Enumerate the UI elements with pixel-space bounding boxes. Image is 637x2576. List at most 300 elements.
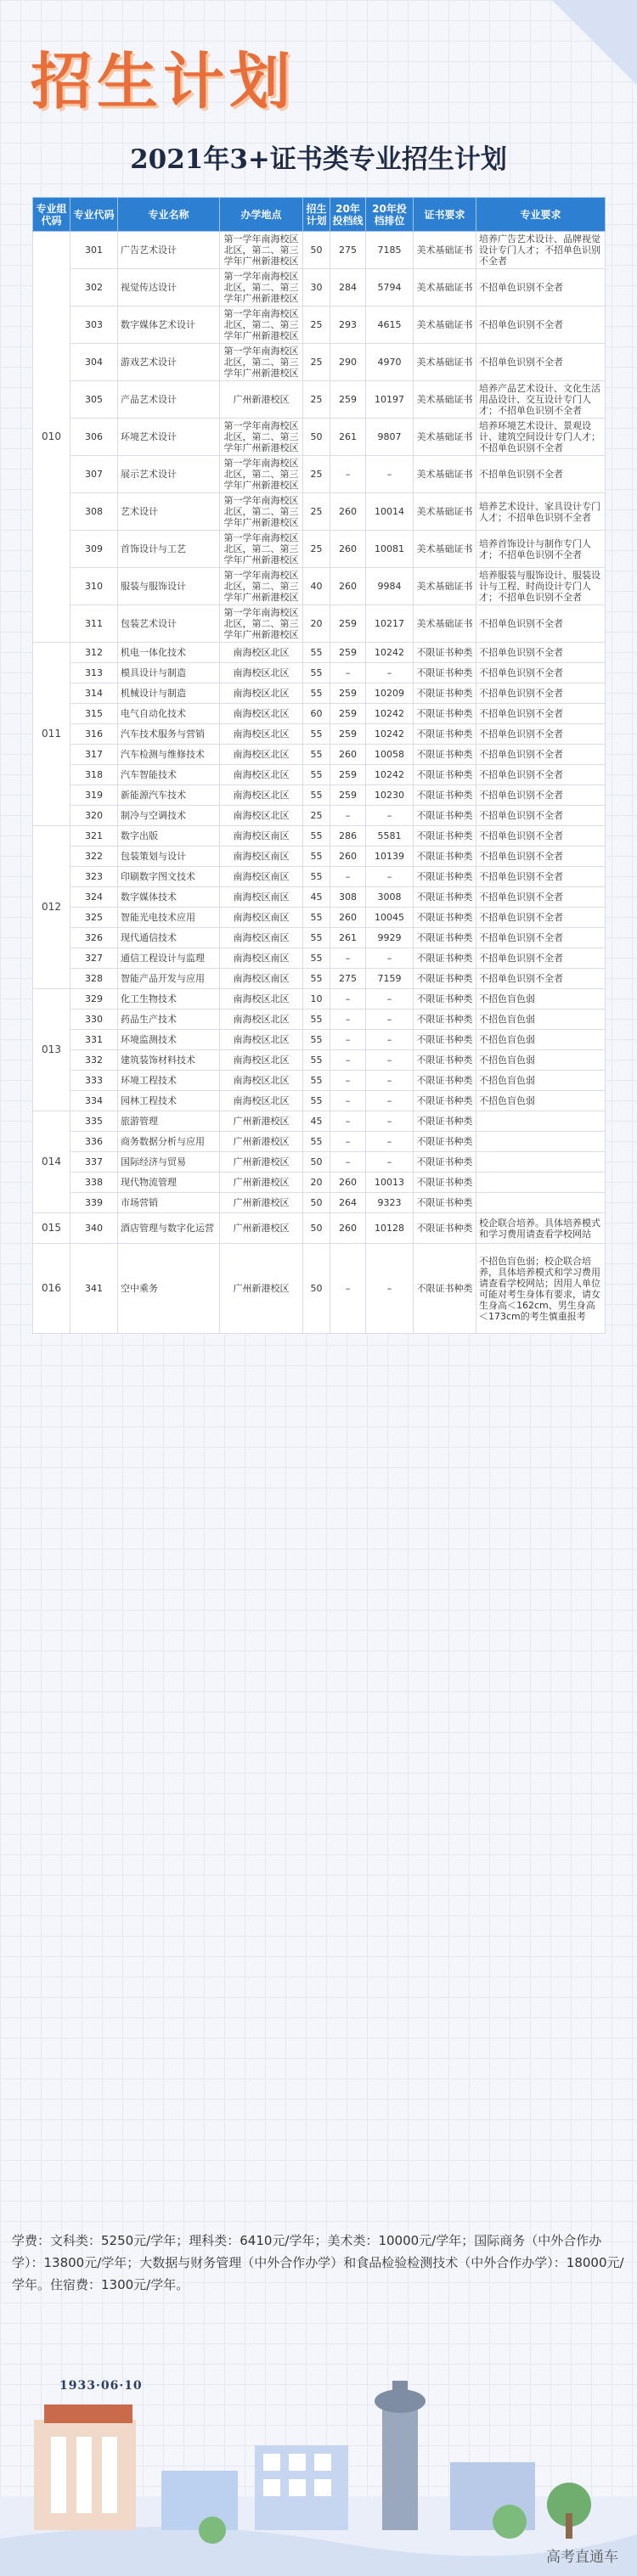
cutoff-rank-cell: – xyxy=(366,1132,414,1152)
major-name-cell: 电气自动化技术 xyxy=(118,704,220,724)
major-req-cell: 不招色盲色弱 xyxy=(476,1050,606,1071)
cutoff-score-cell: – xyxy=(330,948,366,969)
campus-cell: 南海校区北区 xyxy=(220,724,303,745)
header-cert-req: 证书要求 xyxy=(414,198,476,232)
group-code-cell: 013 xyxy=(33,989,70,1111)
cert-req-cell: 不限证书种类 xyxy=(414,846,476,867)
cutoff-rank-cell: 7185 xyxy=(366,232,414,269)
campus-cell: 第一学年南海校区北区，第二、第三学年广州新港校区 xyxy=(220,456,303,493)
major-code-cell: 308 xyxy=(70,493,118,531)
page-title: 招生计划 xyxy=(31,45,296,117)
table-row xyxy=(33,969,606,989)
cert-req-cell: 不限证书种类 xyxy=(414,785,476,806)
plan-count-cell: 55 xyxy=(303,928,330,948)
major-code-cell: 326 xyxy=(70,928,118,948)
major-req-cell: 培养首饰设计与制作专门人才；不招单色识别不全者 xyxy=(476,531,606,568)
cutoff-score-cell: 260 xyxy=(330,1213,366,1244)
campus-cell: 广州新港校区 xyxy=(220,1244,303,1334)
header-campus: 办学地点 xyxy=(220,198,303,232)
cert-req-cell: 美术基础证书 xyxy=(414,419,476,456)
cutoff-score-cell: 260 xyxy=(330,846,366,867)
group-code-cell: 012 xyxy=(33,826,70,989)
major-code-cell: 304 xyxy=(70,344,118,381)
major-req-cell: 不招单色识别不全者 xyxy=(476,745,606,765)
campus-cell: 第一学年南海校区北区，第二、第三学年广州新港校区 xyxy=(220,232,303,269)
major-req-cell: 不招单色识别不全者 xyxy=(476,269,606,307)
cutoff-rank-cell: 4970 xyxy=(366,344,414,381)
table-header-row xyxy=(33,198,606,232)
cutoff-score-cell: – xyxy=(330,1030,366,1050)
cert-req-cell: 不限证书种类 xyxy=(414,663,476,683)
table-row xyxy=(33,344,606,381)
plan-count-cell: 30 xyxy=(303,269,330,307)
major-code-cell: 329 xyxy=(70,989,118,1010)
campus-cell: 南海校区南区 xyxy=(220,867,303,887)
campus-cell: 南海校区南区 xyxy=(220,908,303,928)
cutoff-rank-cell: – xyxy=(366,948,414,969)
campus-cell: 第一学年南海校区北区，第二、第三学年广州新港校区 xyxy=(220,419,303,456)
campus-cell: 南海校区北区 xyxy=(220,643,303,663)
campus-cell: 南海校区南区 xyxy=(220,826,303,846)
major-req-cell: 不招单色识别不全者 xyxy=(476,867,606,887)
major-name-cell: 产品艺术设计 xyxy=(118,381,220,419)
cutoff-rank-cell: 3008 xyxy=(366,887,414,908)
major-name-cell: 视觉传达设计 xyxy=(118,269,220,307)
plan-count-cell: 45 xyxy=(303,1111,330,1132)
plan-count-cell: 55 xyxy=(303,908,330,928)
table-row xyxy=(33,989,606,1010)
table-row xyxy=(33,1244,606,1334)
cutoff-rank-cell: 10242 xyxy=(366,724,414,745)
cutoff-rank-cell: 9929 xyxy=(366,928,414,948)
campus-cell: 南海校区南区 xyxy=(220,887,303,908)
campus-cell: 第一学年南海校区北区，第二、第三学年广州新港校区 xyxy=(220,605,303,643)
cutoff-rank-cell: – xyxy=(366,806,414,826)
cutoff-score-cell: – xyxy=(330,1071,366,1091)
plan-count-cell: 55 xyxy=(303,969,330,989)
cutoff-rank-cell: 4615 xyxy=(366,307,414,344)
cutoff-rank-cell: – xyxy=(366,1152,414,1173)
major-name-cell: 国际经济与贸易 xyxy=(118,1152,220,1173)
major-code-cell: 314 xyxy=(70,683,118,704)
decorative-corner xyxy=(544,0,637,93)
cutoff-score-cell: – xyxy=(330,1050,366,1071)
major-code-cell: 335 xyxy=(70,1111,118,1132)
cutoff-rank-cell: 10242 xyxy=(366,643,414,663)
major-name-cell: 数字出版 xyxy=(118,826,220,846)
header-major-code: 专业代码 xyxy=(70,198,118,232)
cutoff-score-cell: 259 xyxy=(330,381,366,419)
major-code-cell: 318 xyxy=(70,765,118,785)
cert-req-cell: 不限证书种类 xyxy=(414,989,476,1010)
plan-count-cell: 55 xyxy=(303,846,330,867)
cert-req-cell: 不限证书种类 xyxy=(414,1173,476,1193)
plan-count-cell: 55 xyxy=(303,663,330,683)
major-req-cell: 不招单色识别不全者 xyxy=(476,643,606,663)
cert-req-cell: 美术基础证书 xyxy=(414,493,476,531)
major-code-cell: 306 xyxy=(70,419,118,456)
major-req-cell xyxy=(476,1152,606,1173)
cert-req-cell: 美术基础证书 xyxy=(414,307,476,344)
cutoff-score-cell: 260 xyxy=(330,568,366,605)
plan-count-cell: 25 xyxy=(303,806,330,826)
cert-req-cell: 不限证书种类 xyxy=(414,1193,476,1213)
cert-req-cell: 不限证书种类 xyxy=(414,887,476,908)
campus-illustration xyxy=(0,2369,637,2576)
major-req-cell: 培养广告艺术设计、品牌视觉设计专门人才；不招单色识别不全者 xyxy=(476,232,606,269)
table-row xyxy=(33,1132,606,1152)
campus-cell: 第一学年南海校区北区，第二、第三学年广州新港校区 xyxy=(220,568,303,605)
major-code-cell: 331 xyxy=(70,1030,118,1050)
cutoff-score-cell: – xyxy=(330,1111,366,1132)
major-code-cell: 312 xyxy=(70,643,118,663)
plan-count-cell: 20 xyxy=(303,1173,330,1193)
major-req-cell: 不招色盲色弱 xyxy=(476,1010,606,1030)
major-name-cell: 机械设计与制造 xyxy=(118,683,220,704)
table-row xyxy=(33,643,606,663)
major-code-cell: 303 xyxy=(70,307,118,344)
campus-cell: 广州新港校区 xyxy=(220,1132,303,1152)
major-name-cell: 智能光电技术应用 xyxy=(118,908,220,928)
date-sign: 1933·06·10 xyxy=(59,2379,143,2393)
major-req-cell: 不招单色识别不全者 xyxy=(476,307,606,344)
campus-cell: 南海校区北区 xyxy=(220,704,303,724)
cutoff-score-cell: 259 xyxy=(330,605,366,643)
cert-req-cell: 不限证书种类 xyxy=(414,948,476,969)
watermark: 高考直通车 xyxy=(546,2549,618,2566)
cert-req-cell: 不限证书种类 xyxy=(414,1030,476,1050)
table-row xyxy=(33,724,606,745)
cert-req-cell: 美术基础证书 xyxy=(414,605,476,643)
cutoff-rank-cell: 10209 xyxy=(366,683,414,704)
cutoff-score-cell: – xyxy=(330,806,366,826)
cutoff-rank-cell: – xyxy=(366,989,414,1010)
major-code-cell: 330 xyxy=(70,1010,118,1030)
table-row xyxy=(33,1030,606,1050)
table-row xyxy=(33,908,606,928)
table-row xyxy=(33,785,606,806)
major-code-cell: 313 xyxy=(70,663,118,683)
major-req-cell xyxy=(476,1173,606,1193)
cert-req-cell: 不限证书种类 xyxy=(414,969,476,989)
cutoff-rank-cell: – xyxy=(366,1050,414,1071)
major-name-cell: 现代物流管理 xyxy=(118,1173,220,1193)
plan-count-cell: 55 xyxy=(303,765,330,785)
plan-count-cell: 55 xyxy=(303,826,330,846)
cutoff-rank-cell: 5794 xyxy=(366,269,414,307)
cert-req-cell: 不限证书种类 xyxy=(414,806,476,826)
campus-cell: 第一学年南海校区北区，第二、第三学年广州新港校区 xyxy=(220,493,303,531)
plan-count-cell: 20 xyxy=(303,605,330,643)
plan-count-cell: 25 xyxy=(303,344,330,381)
major-req-cell: 不招单色识别不全者 xyxy=(476,806,606,826)
cert-req-cell: 美术基础证书 xyxy=(414,568,476,605)
major-name-cell: 游戏艺术设计 xyxy=(118,344,220,381)
major-name-cell: 包装策划与设计 xyxy=(118,846,220,867)
enrollment-plan-table xyxy=(32,197,606,1334)
cutoff-rank-cell: – xyxy=(366,1091,414,1111)
table-row xyxy=(33,456,606,493)
major-code-cell: 310 xyxy=(70,568,118,605)
plan-count-cell: 55 xyxy=(303,643,330,663)
cutoff-score-cell: 259 xyxy=(330,704,366,724)
major-code-cell: 324 xyxy=(70,887,118,908)
major-code-cell: 332 xyxy=(70,1050,118,1071)
major-name-cell: 建筑装饰材料技术 xyxy=(118,1050,220,1071)
tuition-note: 学费：文科类：5250元/学年；理科类：6410元/学年；美术类：10000元/学年；国际商务（中外合作办学）：13800元/学年；大数据与财务管理（中外合作办学）和食品检验检测技术（中外合作办学）：18000元/学年。住宿费：1300元/学年。 xyxy=(12,2233,624,2292)
major-code-cell: 338 xyxy=(70,1173,118,1193)
cutoff-score-cell: – xyxy=(330,1244,366,1334)
plan-count-cell: 25 xyxy=(303,381,330,419)
cutoff-score-cell: 261 xyxy=(330,419,366,456)
cutoff-score-cell: – xyxy=(330,1010,366,1030)
major-code-cell: 327 xyxy=(70,948,118,969)
plan-count-cell: 55 xyxy=(303,1010,330,1030)
table-row xyxy=(33,948,606,969)
cert-req-cell: 不限证书种类 xyxy=(414,826,476,846)
cutoff-score-cell: – xyxy=(330,867,366,887)
campus-cell: 南海校区北区 xyxy=(220,663,303,683)
table-row xyxy=(33,381,606,419)
table-row xyxy=(33,1111,606,1132)
major-code-cell: 301 xyxy=(70,232,118,269)
campus-cell: 南海校区北区 xyxy=(220,745,303,765)
cutoff-score-cell: 286 xyxy=(330,826,366,846)
header-cutoff-rank: 20年投档排位 xyxy=(366,198,414,232)
cutoff-score-cell: 260 xyxy=(330,745,366,765)
plan-count-cell: 50 xyxy=(303,1213,330,1244)
cert-req-cell: 不限证书种类 xyxy=(414,928,476,948)
major-name-cell: 数字媒体技术 xyxy=(118,887,220,908)
plan-count-cell: 55 xyxy=(303,745,330,765)
campus-cell: 第一学年南海校区北区，第二、第三学年广州新港校区 xyxy=(220,307,303,344)
table-row xyxy=(33,307,606,344)
major-name-cell: 现代通信技术 xyxy=(118,928,220,948)
plan-count-cell: 50 xyxy=(303,1152,330,1173)
table-row xyxy=(33,1010,606,1030)
major-name-cell: 旅游管理 xyxy=(118,1111,220,1132)
major-req-cell: 不招色盲色弱 xyxy=(476,1071,606,1091)
major-req-cell: 不招单色识别不全者 xyxy=(476,456,606,493)
plan-count-cell: 55 xyxy=(303,867,330,887)
cert-req-cell: 美术基础证书 xyxy=(414,232,476,269)
table-body xyxy=(33,232,606,1334)
table-row xyxy=(33,1213,606,1244)
cert-req-cell: 不限证书种类 xyxy=(414,1213,476,1244)
major-code-cell: 323 xyxy=(70,867,118,887)
cert-req-cell: 美术基础证书 xyxy=(414,269,476,307)
header-group-code: 专业组代码 xyxy=(33,198,70,232)
table-row xyxy=(33,269,606,307)
major-req-cell: 不招单色识别不全者 xyxy=(476,765,606,785)
cutoff-rank-cell: 10013 xyxy=(366,1173,414,1193)
major-name-cell: 商务数据分析与应用 xyxy=(118,1132,220,1152)
major-req-cell xyxy=(476,1111,606,1132)
enrollment-table-wrapper xyxy=(32,197,605,1334)
major-name-cell: 通信工程设计与监理 xyxy=(118,948,220,969)
major-name-cell: 酒店管理与数字化运营 xyxy=(118,1213,220,1244)
cutoff-score-cell: – xyxy=(330,1091,366,1111)
plan-count-cell: 40 xyxy=(303,568,330,605)
cutoff-rank-cell: – xyxy=(366,1030,414,1050)
cert-req-cell: 不限证书种类 xyxy=(414,1050,476,1071)
table-row xyxy=(33,419,606,456)
plan-count-cell: 55 xyxy=(303,724,330,745)
table-row xyxy=(33,683,606,704)
major-req-cell: 培养服装与服饰设计、服装设计与工程、时尚设计专门人才；不招单色识别不全者 xyxy=(476,568,606,605)
cert-req-cell: 美术基础证书 xyxy=(414,381,476,419)
major-name-cell: 包装艺术设计 xyxy=(118,605,220,643)
cutoff-score-cell: 293 xyxy=(330,307,366,344)
campus-cell: 第一学年南海校区北区，第二、第三学年广州新港校区 xyxy=(220,269,303,307)
campus-cell: 广州新港校区 xyxy=(220,1193,303,1213)
cutoff-rank-cell: 10242 xyxy=(366,704,414,724)
cert-req-cell: 不限证书种类 xyxy=(414,724,476,745)
major-code-cell: 336 xyxy=(70,1132,118,1152)
cert-req-cell: 美术基础证书 xyxy=(414,456,476,493)
major-name-cell: 首饰设计与工艺 xyxy=(118,531,220,568)
plan-count-cell: 25 xyxy=(303,456,330,493)
major-req-cell: 不招单色识别不全者 xyxy=(476,948,606,969)
cutoff-score-cell: – xyxy=(330,989,366,1010)
cutoff-score-cell: 308 xyxy=(330,887,366,908)
plan-count-cell: 55 xyxy=(303,1071,330,1091)
table-row xyxy=(33,704,606,724)
cutoff-rank-cell: 10217 xyxy=(366,605,414,643)
plan-count-cell: 55 xyxy=(303,948,330,969)
major-name-cell: 汽车检测与维修技术 xyxy=(118,745,220,765)
major-code-cell: 316 xyxy=(70,724,118,745)
major-name-cell: 展示艺术设计 xyxy=(118,456,220,493)
campus-cell: 南海校区北区 xyxy=(220,683,303,704)
major-code-cell: 339 xyxy=(70,1193,118,1213)
cutoff-score-cell: 261 xyxy=(330,928,366,948)
cutoff-rank-cell: – xyxy=(366,1244,414,1334)
cutoff-score-cell: 290 xyxy=(330,344,366,381)
table-row xyxy=(33,493,606,531)
cert-req-cell: 不限证书种类 xyxy=(414,1111,476,1132)
table-subtitle: 2021年3+证书类专业招生计划 xyxy=(130,144,507,175)
major-req-cell: 不招单色识别不全者 xyxy=(476,683,606,704)
cert-req-cell: 不限证书种类 xyxy=(414,1091,476,1111)
major-name-cell: 印刷数字图文技术 xyxy=(118,867,220,887)
campus-cell: 南海校区北区 xyxy=(220,1091,303,1111)
major-req-cell: 不招色盲色弱 xyxy=(476,1030,606,1050)
cutoff-rank-cell: – xyxy=(366,663,414,683)
major-code-cell: 341 xyxy=(70,1244,118,1334)
major-code-cell: 333 xyxy=(70,1071,118,1091)
cert-req-cell: 不限证书种类 xyxy=(414,1152,476,1173)
group-code-cell: 011 xyxy=(33,643,70,826)
cutoff-rank-cell: 10197 xyxy=(366,381,414,419)
major-name-cell: 园林工程技术 xyxy=(118,1091,220,1111)
plan-count-cell: 10 xyxy=(303,989,330,1010)
major-req-cell xyxy=(476,1193,606,1213)
major-code-cell: 309 xyxy=(70,531,118,568)
cutoff-score-cell: 260 xyxy=(330,531,366,568)
plan-count-cell: 55 xyxy=(303,1132,330,1152)
table-row xyxy=(33,846,606,867)
major-req-cell: 培养环境艺术设计、景观设计、建筑空间设计专门人才；不招单色识别不全者 xyxy=(476,419,606,456)
cutoff-rank-cell: 9323 xyxy=(366,1193,414,1213)
group-code-cell: 016 xyxy=(33,1244,70,1334)
major-code-cell: 328 xyxy=(70,969,118,989)
cutoff-rank-cell: 9807 xyxy=(366,419,414,456)
major-code-cell: 302 xyxy=(70,269,118,307)
major-req-cell: 校企联合培养。具体培养模式和学习费用请查看学校网站 xyxy=(476,1213,606,1244)
cutoff-rank-cell: 7159 xyxy=(366,969,414,989)
cutoff-score-cell: – xyxy=(330,663,366,683)
major-req-cell: 不招色盲色弱 xyxy=(476,989,606,1010)
major-name-cell: 化工生物技术 xyxy=(118,989,220,1010)
cutoff-rank-cell: – xyxy=(366,867,414,887)
campus-cell: 广州新港校区 xyxy=(220,1213,303,1244)
major-req-cell: 不招单色识别不全者 xyxy=(476,887,606,908)
cutoff-rank-cell: 5581 xyxy=(366,826,414,846)
campus-cell: 南海校区北区 xyxy=(220,1071,303,1091)
table-row xyxy=(33,765,606,785)
cert-req-cell: 美术基础证书 xyxy=(414,344,476,381)
cert-req-cell: 不限证书种类 xyxy=(414,1010,476,1030)
campus-cell: 南海校区南区 xyxy=(220,928,303,948)
major-req-cell: 培养艺术设计、家具设计专门人才；不招单色识别不全者 xyxy=(476,493,606,531)
cert-req-cell: 美术基础证书 xyxy=(414,531,476,568)
cutoff-score-cell: 275 xyxy=(330,969,366,989)
cert-req-cell: 不限证书种类 xyxy=(414,1244,476,1334)
major-name-cell: 艺术设计 xyxy=(118,493,220,531)
cutoff-rank-cell: 10230 xyxy=(366,785,414,806)
major-name-cell: 汽车智能技术 xyxy=(118,765,220,785)
cert-req-cell: 不限证书种类 xyxy=(414,765,476,785)
cutoff-score-cell: 264 xyxy=(330,1193,366,1213)
major-name-cell: 制冷与空调技术 xyxy=(118,806,220,826)
plan-count-cell: 25 xyxy=(303,531,330,568)
major-req-cell: 不招单色识别不全者 xyxy=(476,605,606,643)
cutoff-rank-cell: – xyxy=(366,456,414,493)
campus-cell: 第一学年南海校区北区，第二、第三学年广州新港校区 xyxy=(220,531,303,568)
cert-req-cell: 不限证书种类 xyxy=(414,1132,476,1152)
cutoff-rank-cell: 10128 xyxy=(366,1213,414,1244)
major-name-cell: 环境监测技术 xyxy=(118,1030,220,1050)
table-row xyxy=(33,232,606,269)
table-row xyxy=(33,928,606,948)
plan-count-cell: 55 xyxy=(303,1091,330,1111)
plan-count-cell: 45 xyxy=(303,887,330,908)
major-req-cell: 不招色盲色弱 xyxy=(476,1091,606,1111)
cutoff-score-cell: 259 xyxy=(330,724,366,745)
group-code-cell: 015 xyxy=(33,1213,70,1244)
plan-count-cell: 25 xyxy=(303,493,330,531)
cutoff-score-cell: 260 xyxy=(330,1173,366,1193)
major-name-cell: 汽车技术服务与营销 xyxy=(118,724,220,745)
major-req-cell: 不招单色识别不全者 xyxy=(476,663,606,683)
plan-count-cell: 50 xyxy=(303,1244,330,1334)
campus-cell: 南海校区北区 xyxy=(220,989,303,1010)
major-name-cell: 数字媒体艺术设计 xyxy=(118,307,220,344)
cutoff-rank-cell: 10045 xyxy=(366,908,414,928)
cutoff-rank-cell: 10014 xyxy=(366,493,414,531)
cert-req-cell: 不限证书种类 xyxy=(414,908,476,928)
header-plan-count: 招生计划 xyxy=(303,198,330,232)
cutoff-score-cell: 260 xyxy=(330,908,366,928)
major-code-cell: 322 xyxy=(70,846,118,867)
major-name-cell: 模具设计与制造 xyxy=(118,663,220,683)
plan-count-cell: 55 xyxy=(303,1030,330,1050)
campus-cell: 南海校区北区 xyxy=(220,1050,303,1071)
plan-count-cell: 25 xyxy=(303,307,330,344)
major-code-cell: 315 xyxy=(70,704,118,724)
campus-cell: 广州新港校区 xyxy=(220,1173,303,1193)
